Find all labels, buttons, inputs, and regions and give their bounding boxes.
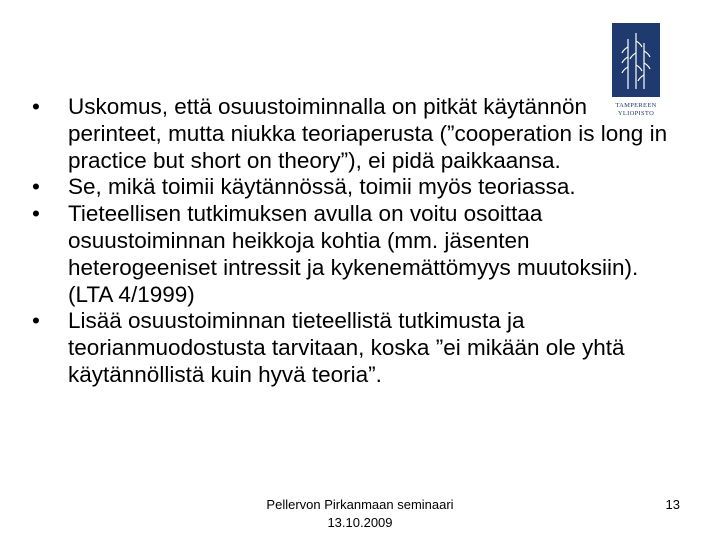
footer-seminar-name: Pellervon Pirkanmaan seminaari (266, 497, 454, 512)
bullet-marker: • (32, 174, 40, 200)
bullet-marker: • (32, 308, 40, 334)
footer-date: 13.10.2009 (327, 515, 393, 530)
footer (200, 496, 520, 532)
bullet-marker: • (32, 201, 40, 227)
bullet-text: Tieteellisen tutkimuksen avulla on voitu osoittaa osuustoiminnan heikkoja kohtia (mm. jäsenten heterogeeniset intressit ja kykenemättömyys muutoksiin). (LTA 4/1999) (68, 201, 639, 307)
bullet-item (32, 308, 672, 388)
bullet-item (32, 174, 672, 201)
page-number: 13 (665, 497, 680, 512)
bullet-item (32, 201, 672, 308)
logo-text-line1: TAMPEREEN (615, 102, 657, 109)
bullet-list (32, 94, 672, 389)
bullet-text: Lisää osuustoiminnan tieteellistä tutkimusta ja teorianmuodostusta tarvitaan, koska ”ei mikään ole yhtä käytännöllistä kuin hyvä teoria”. (68, 308, 625, 387)
bullet-text: Uskomus, että osuustoiminnalla on pitkät käytännön perinteet, mutta niukka teoriaperusta (”cooperation is long in practice but short on theory”), ei pidä paikkaansa. (68, 94, 668, 173)
bullet-text: Se, mikä toimii käytännössä, toimii myös teoriassa. (68, 174, 576, 200)
bullet-marker: • (32, 94, 40, 119)
logo-text-line2: YLIOPISTO (617, 110, 655, 117)
bullet-item (32, 94, 672, 174)
